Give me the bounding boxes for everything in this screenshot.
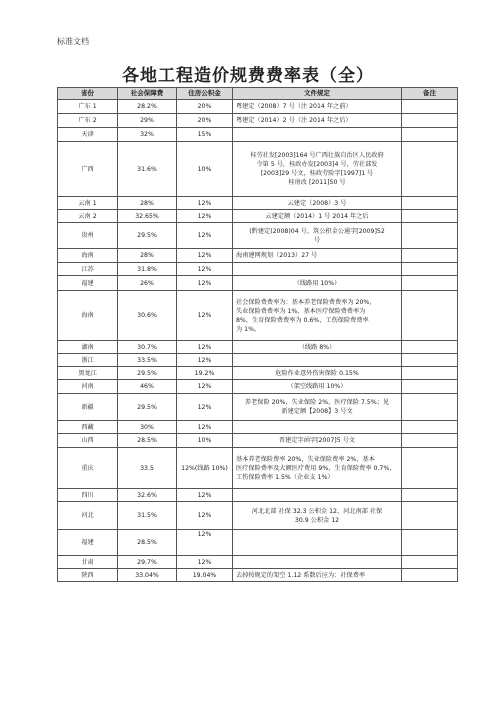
cell-social: 29.5% bbox=[118, 223, 177, 249]
cell-rule bbox=[233, 114, 402, 128]
cell-housing: 12% bbox=[177, 394, 233, 421]
table-row bbox=[58, 502, 458, 530]
cell-housing: 20% bbox=[177, 100, 233, 114]
table-row bbox=[58, 421, 458, 434]
cell-province: 江苏 bbox=[58, 263, 118, 276]
cell-rule bbox=[233, 489, 402, 502]
cell-housing: 12% bbox=[177, 291, 233, 341]
cell-rule bbox=[233, 394, 402, 421]
cell-social: 29.7% bbox=[118, 556, 177, 569]
cell-housing: 12% bbox=[177, 530, 233, 556]
cell-housing: 15% bbox=[177, 128, 233, 142]
cell-rule bbox=[233, 502, 402, 530]
cell-note bbox=[402, 276, 458, 291]
cell-rule bbox=[233, 142, 402, 197]
cell-note bbox=[402, 421, 458, 434]
cell-province: 贵州 bbox=[58, 223, 118, 249]
cell-province: 海南 bbox=[58, 291, 118, 341]
rule-line: 8%，生育保险费费率为 0.6%，工伤保险费费率 bbox=[236, 316, 369, 324]
table-header-row bbox=[58, 88, 458, 100]
cell-note bbox=[402, 434, 458, 448]
rule-line: 粤建定（2008）7 号（注 2014 年之前） bbox=[236, 103, 352, 110]
cell-province: 天津 bbox=[58, 128, 118, 142]
fee-rate-table bbox=[57, 87, 458, 582]
cell-housing: 12% bbox=[177, 210, 233, 223]
cell-rule bbox=[233, 367, 402, 380]
cell-rule bbox=[233, 100, 402, 114]
rule-line: 失业保险费费率为 1%，基本医疗保险费费率为 bbox=[236, 307, 366, 315]
cell-social: 33.5 bbox=[118, 448, 177, 489]
cell-note bbox=[402, 197, 458, 210]
table-row bbox=[58, 223, 458, 249]
cell-rule bbox=[233, 263, 402, 276]
rule-line: 号 bbox=[313, 236, 321, 244]
cell-social: 28.5% bbox=[118, 434, 177, 448]
table-row bbox=[58, 341, 458, 354]
cell-social: 29% bbox=[118, 114, 177, 128]
cell-province: 湖南 bbox=[58, 341, 118, 354]
cell-province: 甘肃 bbox=[58, 556, 118, 569]
cell-province: 浙江 bbox=[58, 354, 118, 367]
cell-province: 河南 bbox=[58, 380, 118, 394]
cell-housing: 12% bbox=[177, 354, 233, 367]
cell-housing: 12% bbox=[177, 276, 233, 291]
rule-line: 桂劳社发[2003]164 号广西壮族自治区人民政府 bbox=[250, 152, 384, 159]
cell-housing: 19.04% bbox=[177, 569, 233, 582]
rule-line: 危险作业意外伤害保险 0.15% bbox=[275, 369, 359, 377]
cell-social: 32.6% bbox=[118, 489, 177, 502]
table-row bbox=[58, 530, 458, 556]
cell-province: 广东 1 bbox=[58, 100, 118, 114]
cell-note bbox=[402, 223, 458, 249]
cell-housing: 12% bbox=[177, 556, 233, 569]
cell-social: 28% bbox=[118, 249, 177, 263]
cell-rule bbox=[233, 530, 402, 556]
cell-social: 30.7% bbox=[118, 341, 177, 354]
cell-note bbox=[402, 128, 458, 142]
column-header-note: 备注 bbox=[402, 88, 458, 100]
cell-social: 29.5% bbox=[118, 394, 177, 421]
cell-note bbox=[402, 569, 458, 582]
cell-note bbox=[402, 114, 458, 128]
cell-housing: 12% bbox=[177, 380, 233, 394]
cell-social: 26% bbox=[118, 276, 177, 291]
rule-line: 粤建定（2014）2 号（注 2014 年之后） bbox=[236, 117, 352, 124]
column-header-rule: 文件规定 bbox=[233, 88, 402, 100]
cell-social: 33.04% bbox=[118, 569, 177, 582]
cell-social: 28.5% bbox=[118, 530, 177, 556]
cell-social: 31.5% bbox=[118, 502, 177, 530]
cell-housing: 10% bbox=[177, 142, 233, 197]
cell-social: 31.8% bbox=[118, 263, 177, 276]
cell-note bbox=[402, 354, 458, 367]
cell-note bbox=[402, 263, 458, 276]
table-row bbox=[58, 142, 458, 197]
cell-housing: 12% bbox=[177, 197, 233, 210]
rule-line: （架空线路用 10%） bbox=[287, 383, 347, 390]
rule-line: 云建定额（2014）1 号 2014 年之后 bbox=[265, 212, 369, 220]
rule-line: 为 1%。 bbox=[236, 325, 261, 333]
cell-social: 33.5% bbox=[118, 354, 177, 367]
cell-housing: 10% bbox=[177, 434, 233, 448]
table-row bbox=[58, 354, 458, 367]
rule-line: 海南建网规划（2013）27 号 bbox=[236, 252, 318, 259]
cell-housing: 12%(线路 10%) bbox=[177, 448, 233, 489]
cell-rule bbox=[233, 128, 402, 142]
cell-social: 31.6% bbox=[118, 142, 177, 197]
cell-province: 四川 bbox=[58, 489, 118, 502]
cell-province: 重庆 bbox=[58, 448, 118, 489]
rule-line: 基本养老保险费率 20%，失业保险费率 2%，基本 bbox=[236, 455, 375, 463]
cell-social: 30% bbox=[118, 421, 177, 434]
table-row bbox=[58, 263, 458, 276]
rule-line: 工伤保险费率 1.5%（企业支 1%） bbox=[236, 473, 334, 481]
cell-note bbox=[402, 210, 458, 223]
cell-rule bbox=[233, 380, 402, 394]
table-row bbox=[58, 489, 458, 502]
table-row bbox=[58, 569, 458, 582]
table-row bbox=[58, 114, 458, 128]
cell-housing: 20% bbox=[177, 114, 233, 128]
cell-rule bbox=[233, 556, 402, 569]
table-row bbox=[58, 380, 458, 394]
cell-rule bbox=[233, 276, 402, 291]
table-row bbox=[58, 100, 458, 114]
cell-rule bbox=[233, 341, 402, 354]
cell-social: 32.65% bbox=[118, 210, 177, 223]
cell-note bbox=[402, 489, 458, 502]
cell-province: 山西 bbox=[58, 434, 118, 448]
cell-note bbox=[402, 341, 458, 354]
table-row bbox=[58, 434, 458, 448]
page-title: 各地工程造价规费费率表（全） bbox=[122, 66, 374, 86]
cell-rule bbox=[233, 569, 402, 582]
cell-note bbox=[402, 100, 458, 114]
cell-province: 海南 bbox=[58, 249, 118, 263]
cell-housing: 12% bbox=[177, 341, 233, 354]
cell-housing: 12% bbox=[177, 502, 233, 530]
cell-social: 29.5% bbox=[118, 367, 177, 380]
cell-province: 西藏 bbox=[58, 421, 118, 434]
document-header-label: 标准文档 bbox=[57, 37, 89, 46]
cell-province: 河北 bbox=[58, 502, 118, 530]
cell-social: 30.6% bbox=[118, 291, 177, 341]
table-row bbox=[58, 276, 458, 291]
cell-rule bbox=[233, 448, 402, 489]
cell-rule bbox=[233, 197, 402, 210]
cell-province: 福建 bbox=[58, 530, 118, 556]
cell-housing: 12% bbox=[177, 263, 233, 276]
cell-province: 云南 2 bbox=[58, 210, 118, 223]
cell-social: 32% bbox=[118, 128, 177, 142]
table-row bbox=[58, 128, 458, 142]
cell-note bbox=[402, 291, 458, 341]
table-row bbox=[58, 367, 458, 380]
cell-social: 46% bbox=[118, 380, 177, 394]
cell-province: 陕西 bbox=[58, 569, 118, 582]
rule-line: 河北北部 社保 32.3 公积金 12、河北南部 社保 bbox=[251, 507, 383, 515]
cell-note bbox=[402, 367, 458, 380]
cell-housing: 12% bbox=[177, 223, 233, 249]
cell-province: 黑龙江 bbox=[58, 367, 118, 380]
cell-rule bbox=[233, 249, 402, 263]
rule-line: 新建定额【2008】3 号文 bbox=[281, 408, 353, 415]
cell-housing: 12% bbox=[177, 489, 233, 502]
rule-line: 社会保险费费率为：基本养老保险费费率为 20%， bbox=[236, 298, 376, 306]
cell-housing: 12% bbox=[177, 421, 233, 434]
table-row bbox=[58, 249, 458, 263]
rule-line: 桂房改 [2011]50 号 bbox=[288, 179, 346, 186]
cell-rule bbox=[233, 354, 402, 367]
rule-line: 去掉按规定的架空 1.12 系数后应为：社保费率 bbox=[236, 571, 366, 579]
table-row bbox=[58, 197, 458, 210]
cell-note bbox=[402, 380, 458, 394]
cell-note bbox=[402, 502, 458, 530]
cell-rule bbox=[233, 291, 402, 341]
cell-province: 广西 bbox=[58, 142, 118, 197]
rule-line: （线路用 10%） bbox=[293, 279, 341, 287]
cell-social: 28.2% bbox=[118, 100, 177, 114]
rule-line: 晋建定字函字[2007]5 号文 bbox=[279, 437, 355, 444]
rule-line: 养老保险 20%，失业保险 2%，医疗保险 7.5%；见 bbox=[244, 399, 390, 406]
cell-rule bbox=[233, 434, 402, 448]
column-header-housing: 住房公积金 bbox=[177, 88, 233, 100]
cell-province: 云南 1 bbox=[58, 197, 118, 210]
cell-housing: 19.2% bbox=[177, 367, 233, 380]
cell-note bbox=[402, 556, 458, 569]
cell-note bbox=[402, 448, 458, 489]
rule-line: 30.9 公积金 12 bbox=[294, 516, 340, 524]
column-header-social: 社会保障费 bbox=[118, 88, 177, 100]
rule-line: (黔建定(2008)04 号、筑公积金公通字[2009]52 bbox=[249, 227, 385, 235]
rule-line: 医疗保险费率及大额医疗费用 9%，生育保险费率 0.7%， bbox=[236, 464, 396, 472]
cell-province: 广东 2 bbox=[58, 114, 118, 128]
rule-line: [2003]29 号文，桂政劳险字[1997]1 号 bbox=[260, 170, 374, 177]
table-row bbox=[58, 291, 458, 341]
cell-rule bbox=[233, 210, 402, 223]
cell-note bbox=[402, 142, 458, 197]
cell-province: 新疆 bbox=[58, 394, 118, 421]
table-row bbox=[58, 394, 458, 421]
cell-rule bbox=[233, 223, 402, 249]
table-row bbox=[58, 556, 458, 569]
cell-rule bbox=[233, 421, 402, 434]
cell-social: 28% bbox=[118, 197, 177, 210]
column-header-province: 省份 bbox=[58, 88, 118, 100]
cell-note bbox=[402, 394, 458, 421]
table-row bbox=[58, 448, 458, 489]
cell-housing: 12% bbox=[177, 249, 233, 263]
cell-note bbox=[402, 530, 458, 556]
rule-line: 云建定（2008）3 号 bbox=[287, 199, 347, 207]
table-row bbox=[58, 210, 458, 223]
rule-line: （线路 8%） bbox=[298, 343, 336, 351]
rule-line: 令第 5 号，桂政办发[2003]4 号，劳社部发 bbox=[256, 161, 378, 168]
cell-province: 福建 bbox=[58, 276, 118, 291]
cell-note bbox=[402, 249, 458, 263]
